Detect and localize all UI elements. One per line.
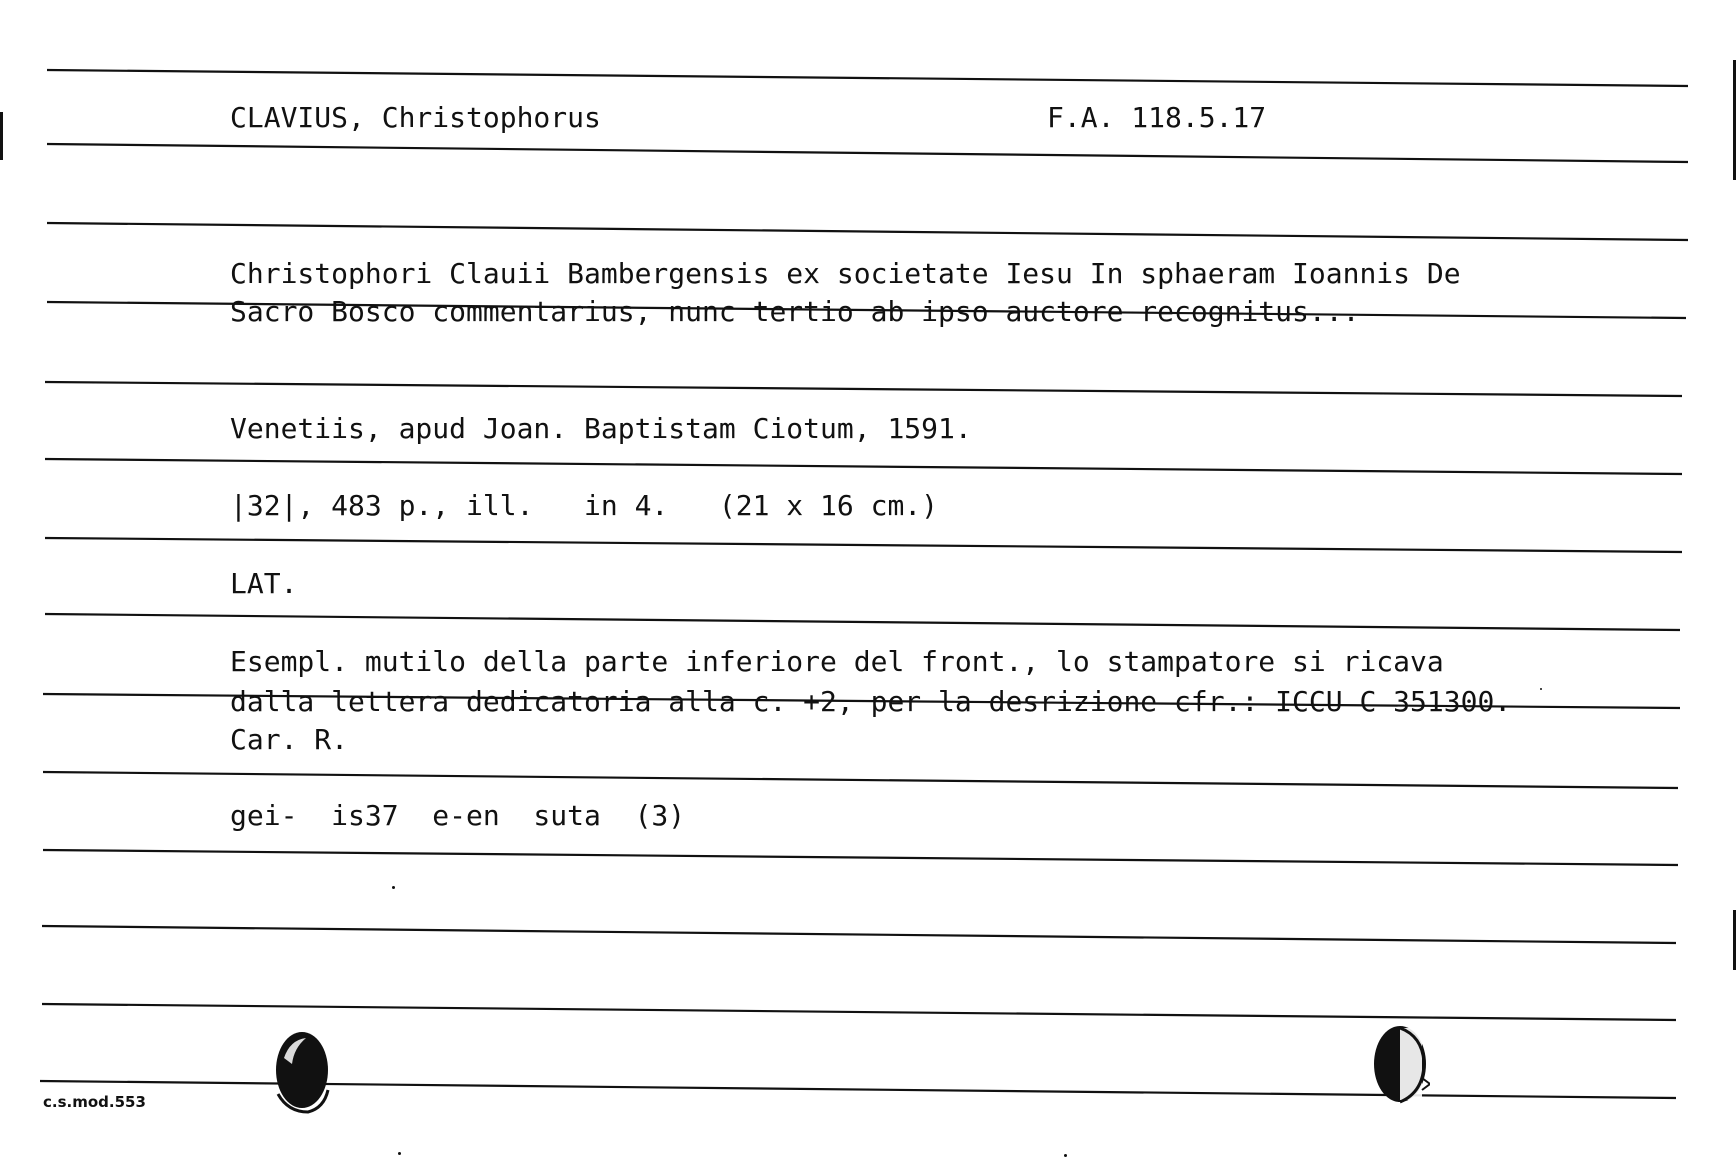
title-line-2: Sacro Bosco commentarius, nunc tertio ab ipso auctore recognitus... — [230, 295, 1360, 328]
note-line-1: Esempl. mutilo della parte inferiore del front., lo stampatore si ricava — [230, 645, 1444, 678]
speck — [1064, 1154, 1067, 1157]
speck — [392, 886, 395, 889]
title-line-1: Christophori Clauii Bambergensis ex societate Iesu In sphaeram Ioannis De — [230, 257, 1461, 290]
collation: |32|, 483 p., ill. in 4. (21 x 16 cm.) — [230, 489, 939, 522]
language-code: LAT. — [230, 567, 298, 600]
imprint: Venetiis, apud Joan. Baptistam Ciotum, 1591. — [230, 412, 972, 445]
shelfmark: F.A. 118.5.17 — [1047, 101, 1267, 134]
author-heading: CLAVIUS, Christophorus — [230, 101, 601, 134]
form-code: c.s.mod.553 — [43, 1093, 146, 1111]
speck — [1540, 688, 1542, 690]
fingerprint: gei- is37 e-en suta (3) — [230, 799, 686, 832]
punch-hole-right-icon — [1370, 1022, 1430, 1110]
left-edge-mark — [0, 112, 3, 160]
note-line-3: Car. R. — [230, 723, 349, 756]
note-line-2: dalla lettera dedicatoria alla c. +2, per la desrizione cfr.: ICCU C 351300. — [230, 685, 1512, 718]
punch-hole-left-icon — [272, 1028, 332, 1116]
speck — [398, 1152, 401, 1155]
